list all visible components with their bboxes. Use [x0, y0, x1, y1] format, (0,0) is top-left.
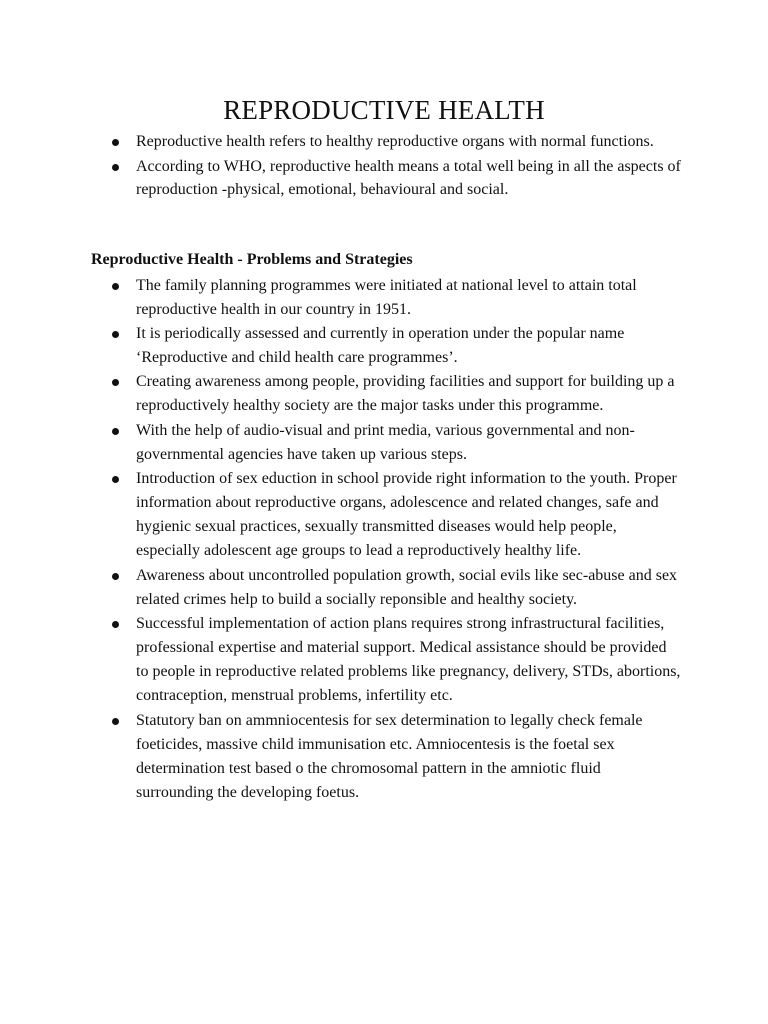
list-item: [0, 274, 682, 321]
bullet-icon: [112, 476, 119, 483]
list-item-text: The family planning programmes were initiated at national level to attain total reproductive health in our country in 1951.: [136, 277, 637, 318]
list-item-text: According to WHO, reproductive health means a total well being in all the aspects of reproduction -physical, emotional, behavioural and social.: [136, 157, 681, 198]
section-heading: Reproductive Health - Problems and Strategies: [91, 251, 413, 268]
list-item: [0, 612, 682, 708]
bullet-icon: [112, 139, 119, 146]
bullet-icon: [112, 573, 119, 580]
list-item: [0, 370, 682, 418]
bullet-icon: [112, 164, 119, 171]
list-item: [0, 467, 682, 563]
bullet-icon: [112, 331, 119, 338]
list-item: [0, 564, 682, 611]
list-item: [0, 130, 682, 154]
list-item-text: Awareness about uncontrolled population growth, social evils like sec-abuse and sex related crimes help to build a socially reponsible and healthy society.: [136, 567, 678, 608]
list-item-text: With the help of audio-visual and print media, various governmental and non-governmental agencies have taken up various steps.: [136, 422, 635, 463]
bullet-icon: [112, 283, 119, 290]
bullet-icon: [112, 428, 119, 435]
list-item-text: Statutory ban on ammniocentesis for sex determination to legally check female foeticides, massive child immunisation etc. Amniocentesis is the foetal sex determination test based o the chromosomal pattern in the amniotic fluid surrounding the developing foetus.: [136, 712, 643, 801]
bullet-icon: [112, 718, 119, 725]
list-item-text: It is periodically assessed and currently in operation under the popular name ‘Reproductive and child health care programmes’.: [136, 325, 625, 366]
page-title: REPRODUCTIVE HEALTH: [223, 95, 545, 125]
bullet-icon: [112, 621, 119, 628]
list-item-text: Creating awareness among people, providing facilities and support for building up a reproductively healthy society are the major tasks under this programme.: [136, 373, 675, 414]
section-bullet-list: [0, 274, 768, 806]
intro-bullet-list: [0, 130, 768, 203]
list-item: [0, 709, 682, 805]
list-item-text: Successful implementation of action plans requires strong infrastructural facilities, professional expertise and material support. Medical assistance should be provided to people in reproductive related problems like pregnancy, delivery, STDs, abortions, contraception, menstrual problems, infertility etc.: [136, 615, 681, 704]
bullet-icon: [112, 379, 119, 386]
list-item: [0, 155, 682, 202]
list-item-text: Introduction of sex eduction in school provide right information to the youth. Proper information about reproductive organs, adolescence and related changes, safe and hygienic sexual practices, sexually transmitted diseases would help people, especially adolescent age groups to lead a reproductively healthy life.: [136, 470, 677, 559]
list-item-text: Reproductive health refers to healthy reproductive organs with normal functions.: [136, 133, 654, 150]
list-item: [0, 322, 682, 369]
list-item: [0, 419, 682, 466]
